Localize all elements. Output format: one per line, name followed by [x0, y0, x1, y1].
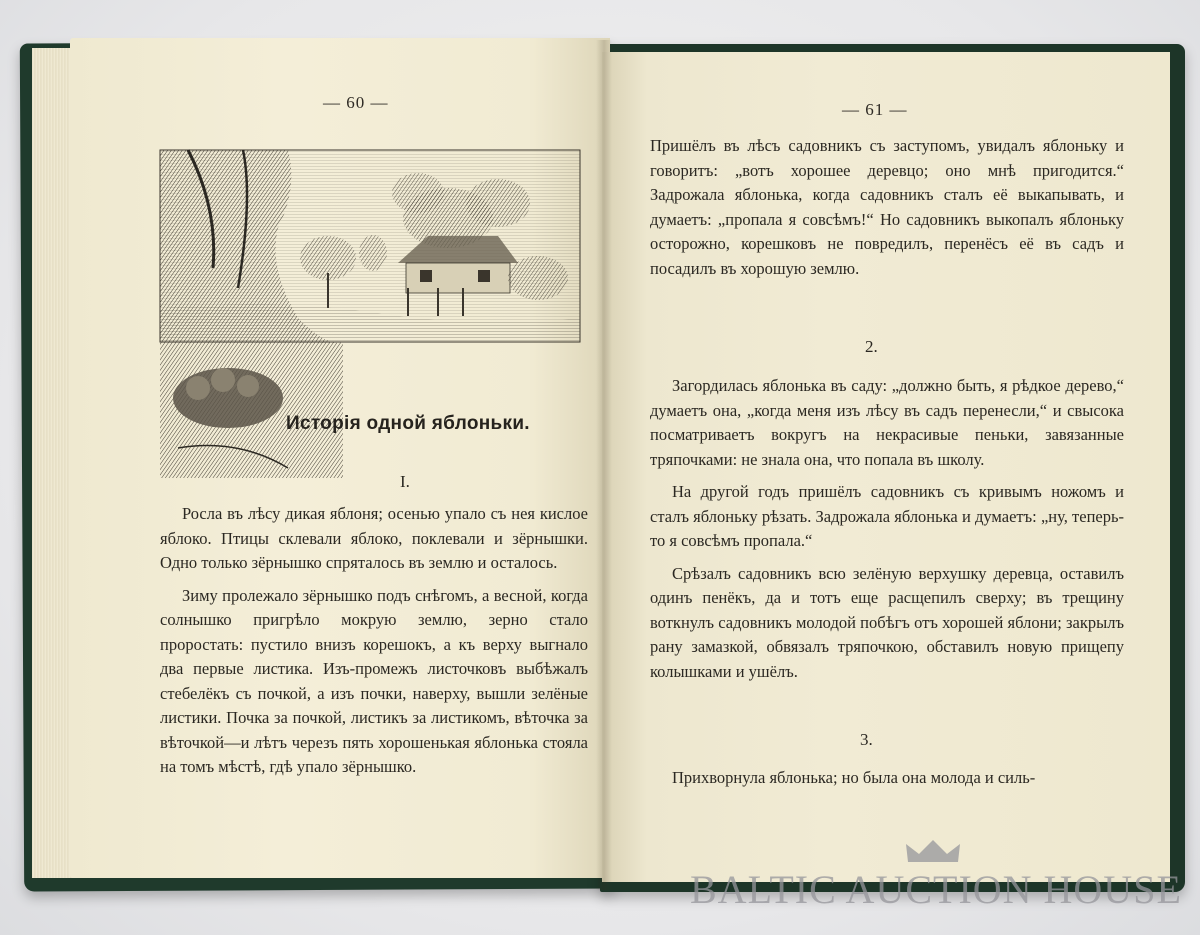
right-page-intro	[650, 134, 1124, 289]
section-number-3: 3.	[860, 730, 873, 749]
section-number-1: I.	[400, 472, 410, 491]
paragraph: Росла въ лѣсу дикая яблоня; осенью упало съ нея кислое яблоко. Птицы склевали яблоко, поклевали и зёрнышки. Одно только зёрнышко спряталось въ землю и осталось.	[160, 504, 588, 572]
right-page-section-3	[650, 766, 1124, 799]
book-gutter	[596, 40, 612, 890]
paragraph: Прихворнула яблонька; но была она молода и силь-	[672, 768, 1036, 787]
paragraph: Срѣзалъ садовникъ всю зелёную верхушку деревца, оставилъ одинъ пенёкъ, да и тотъ еще расщепилъ сверху; въ трещину воткнулъ садовникъ молодой побѣгъ отъ хорошей яблони; закрылъ рану замазкой, обвязалъ тряпочкою, обставилъ новую прищепу колышками и ушёлъ.	[650, 563, 1124, 681]
page-number-right: — 61 —	[842, 100, 908, 119]
story-title: Исторія одной яблоньки.	[286, 413, 530, 434]
paragraph: Зиму пролежало зёрнышко подъ снѣгомъ, а весной, когда солнышко пригрѣло мокрую землю, зерно стало проростать: пустило внизъ корешокъ, а къ верху выгнало два первые листика. Изъ-промежъ листочковъ выбѣжалъ стебелёкъ съ почкой, а изъ почки, наверху, вышли зелёные листики. Почка за почкой, листикъ за листикомъ, вѣточка за вѣточкой—и лѣтъ черезъ пять хорошенькая яблонька стояла на томъ мѣстѣ, гдѣ упало зёрнышко.	[160, 585, 588, 776]
section-number-2: 2.	[865, 337, 878, 356]
crown-icon	[904, 838, 962, 866]
paragraph: На другой годъ пришёлъ садовникъ съ кривымъ ножомъ и сталъ яблоньку рѣзать. Задрожала яблонька и думаетъ: „ну, теперь-то я совсѣмъ пропала.“	[650, 482, 1124, 550]
page-number-left: — 60 —	[323, 93, 389, 112]
paragraph: Загордилась яблонька въ саду: „должно быть, я рѣдкое дерево,“ думаетъ она, „когда меня изъ лѣсу въ садъ перенесли,“ и свысока посматриваетъ вокругъ на некрасивые пеньки, завязанные тряпочками: не знала она, что попала въ школу.	[650, 376, 1124, 469]
left-page-body	[160, 502, 588, 788]
right-page-section-2	[650, 374, 1124, 692]
paragraph: Пришёлъ въ лѣсъ садовникъ съ заступомъ, увидалъ яблоньку и говоритъ: „вотъ хорошее деревцо; оно мнѣ пригодится.“ Задрожала яблонька, когда садовникъ сталъ её выкапывать, и думаетъ: „пропала я совсѣмъ!“ Но садовникъ выкопалъ яблоньку осторожно, корешковъ не повредилъ, перенёсъ её въ садъ и посадилъ въ хорошую землю.	[650, 136, 1124, 278]
auction-house-watermark: BALTIC AUCTION HOUSE	[690, 867, 1182, 912]
